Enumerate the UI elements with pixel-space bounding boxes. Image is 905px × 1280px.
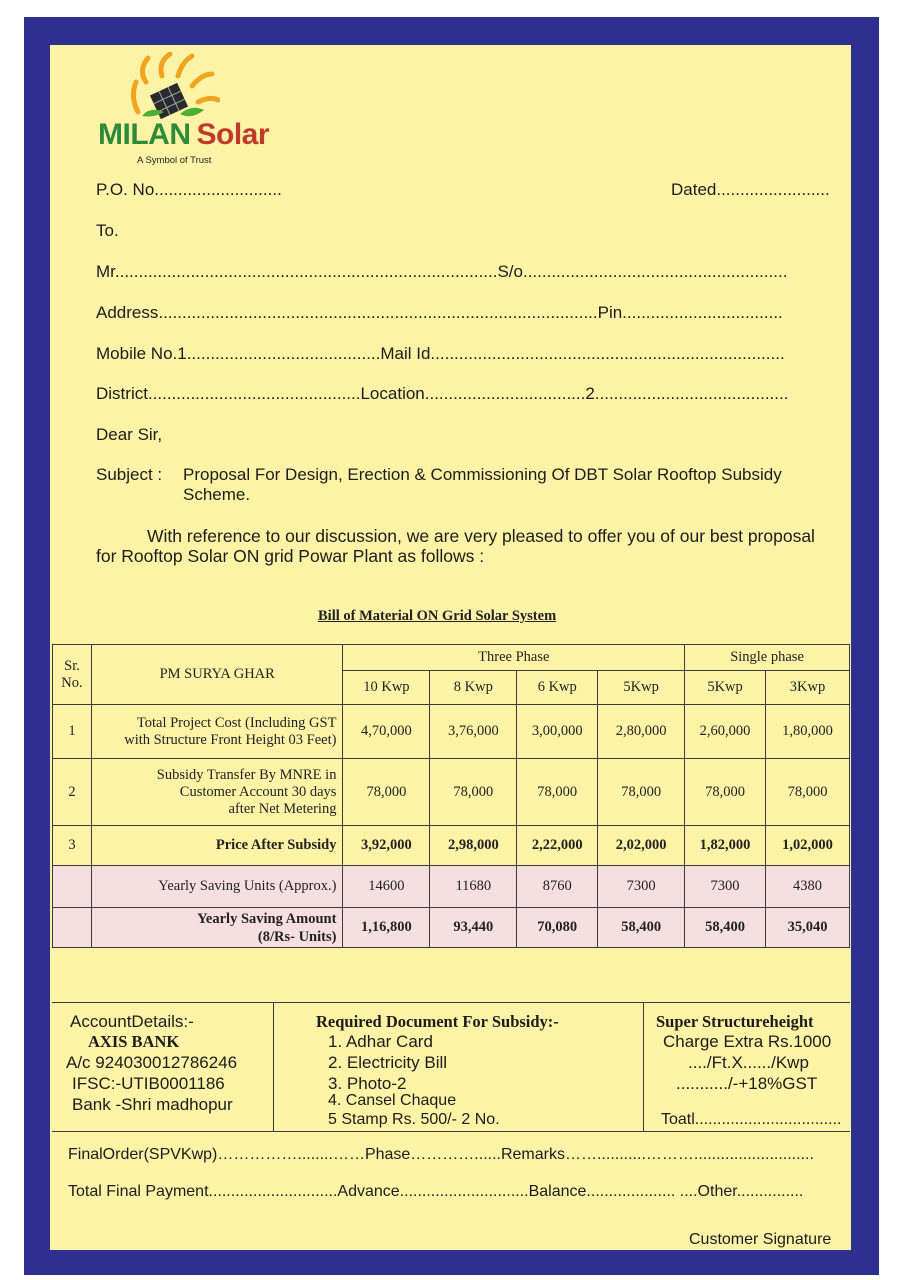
scheme-header: PM SURYA GHAR: [91, 645, 342, 705]
row-description: Subsidy Transfer By MNRE in Customer Account 30 days after Net Metering: [91, 759, 342, 826]
structure-gst: .........../-+18%GST: [676, 1074, 818, 1093]
subject-line-1: Proposal For Design, Erection & Commissioning Of DBT Solar Rooftop Subsidy: [183, 465, 782, 484]
document-item: 2. Electricity Bill: [328, 1053, 448, 1072]
col-header: 5Kwp: [685, 671, 766, 705]
structure-total: Toatl.................................: [661, 1111, 842, 1128]
col-header: 8 Kwp: [430, 671, 517, 705]
brand-logo: MILAN Solar: [98, 118, 270, 151]
divider: [273, 1002, 274, 1132]
district-field: District.............................................Location..................................2.........................................: [96, 384, 789, 403]
row-description: Yearly Saving Amount (8/Rs- Units): [91, 908, 342, 948]
account-number: A/c 924030012786246: [66, 1053, 238, 1072]
sr-no-header: Sr. No.: [53, 645, 92, 705]
account-heading: AccountDetails:-: [70, 1012, 194, 1031]
table-row: 1 Total Project Cost (Including GST with Structure Front Height 03 Feet) 4,70,000 3,76,000 3,00,000 2,80,000 2,60,000 1,80,000: [53, 705, 850, 759]
intro-line-2: for Rooftop Solar ON grid Powar Plant as follows :: [96, 546, 485, 566]
intro-line-1: With reference to our discussion, we are very pleased to offer you of our best proposal: [147, 526, 815, 546]
table-row: 3 Price After Subsidy 3,92,000 2,98,000 2,22,000 2,02,000 1,82,000 1,02,000: [53, 826, 850, 866]
table-row: Yearly Saving Units (Approx.) 14600 11680 8760 7300 7300 4380: [53, 866, 850, 908]
single-phase-header: Single phase: [685, 645, 850, 671]
divider: [643, 1002, 644, 1132]
structure-rate: ..../Ft.X....../Kwp: [688, 1053, 809, 1072]
document-item: 4. Cansel Chaque: [328, 1092, 457, 1109]
three-phase-header: Three Phase: [343, 645, 685, 671]
to-label: To.: [96, 221, 119, 240]
structure-heading: Super Structureheight: [656, 1012, 814, 1031]
customer-signature-label: Customer Signature: [689, 1231, 832, 1248]
bill-of-material-table: [52, 644, 850, 948]
bank-branch: Bank -Shri madhopur: [72, 1095, 233, 1114]
document-item: 3. Photo-2: [328, 1074, 407, 1093]
mobile-field: Mobile No.1.........................................Mail Id...........................................................................: [96, 344, 785, 363]
documents-heading: Required Document For Subsidy:-: [316, 1012, 559, 1031]
table-row: Yearly Saving Amount (8/Rs- Units) 1,16,800 93,440 70,080 58,400 58,400 35,040: [53, 908, 850, 948]
address-field: Address.............................................................................................Pin..................................: [96, 303, 783, 322]
col-header: 3Kwp: [766, 671, 850, 705]
brand-tagline: A Symbol of Trust: [137, 155, 212, 166]
sun-logo-icon: [120, 52, 220, 124]
divider: [52, 1002, 850, 1003]
divider: [52, 1131, 850, 1132]
customer-name-field: Mr.................................................................................S/o........................................................: [96, 262, 788, 281]
document-item: 5 Stamp Rs. 500/- 2 No.: [328, 1111, 500, 1128]
final-order-field: FinalOrder(SPVKwp)……………........……Phase…………......Remarks……...........………...........................: [68, 1146, 814, 1163]
structure-charge: Charge Extra Rs.1000: [663, 1032, 832, 1051]
col-header: 10 Kwp: [343, 671, 430, 705]
col-header: 6 Kwp: [517, 671, 598, 705]
po-number-field: P.O. No...........................: [96, 180, 282, 199]
ifsc-code: IFSC:-UTIB0001186: [72, 1074, 225, 1093]
bank-name: AXIS BANK: [88, 1032, 180, 1051]
salutation: Dear Sir,: [96, 425, 163, 444]
col-header: 5Kwp: [598, 671, 685, 705]
subject-line-2: Scheme.: [183, 485, 251, 504]
row-description: Total Project Cost (Including GST with Structure Front Height 03 Feet): [91, 705, 342, 759]
document-item: 1. Adhar Card: [328, 1032, 433, 1051]
table-title: Bill of Material ON Grid Solar System: [318, 608, 557, 624]
subject-label: Subject :: [96, 465, 163, 484]
table-row: 2 Subsidy Transfer By MNRE in Customer Account 30 days after Net Metering 78,000 78,000 78,000 78,000 78,000 78,000: [53, 759, 850, 826]
dated-field: Dated........................: [671, 180, 830, 199]
payment-field: Total Final Payment.............................Advance.............................Balance.................... ....Other...............: [68, 1183, 804, 1200]
